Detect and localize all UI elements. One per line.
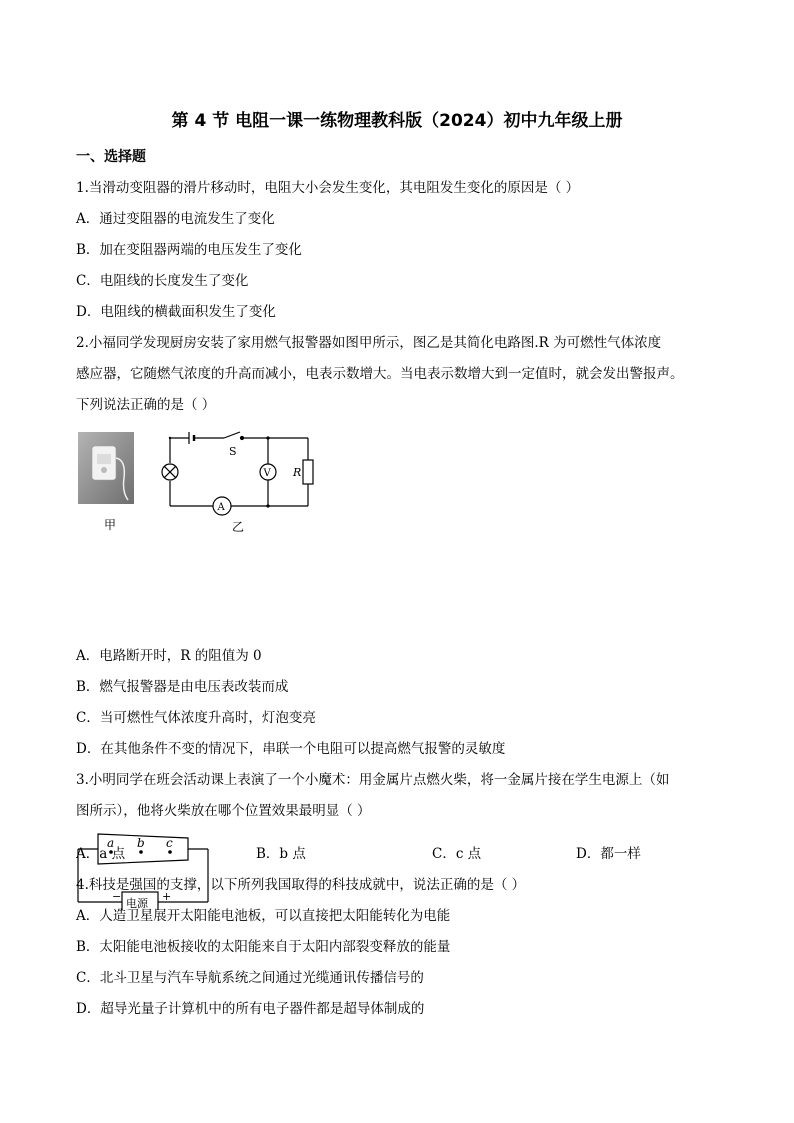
q2-stem-line-3: 下列说法正确的是（ ） <box>76 397 216 413</box>
q1-option-d: D．电阻线的横截面积发生了变化 <box>76 304 276 320</box>
q3-option-a: A．a 点 <box>76 846 126 862</box>
point-a-label: a <box>107 836 115 850</box>
figure-yi-caption: 乙 <box>232 520 245 534</box>
q3-stem-line-2: 图所示），他将火柴放在哪个位置效果最明显（ ） <box>76 803 371 819</box>
resistor-label: R <box>293 466 302 479</box>
q1-option-a: A．通过变阻器的电流发生了变化 <box>76 211 275 227</box>
q1-stem: 1.当滑动变阻器的滑片移动时，电阻大小会发生变化，其电阻发生变化的原因是（ ） <box>76 180 580 196</box>
q3-option-d: D．都一样 <box>576 846 641 862</box>
switch-label: S <box>229 445 237 458</box>
q1-option-b: B．加在变阻器两端的电压发生了变化 <box>76 242 302 258</box>
gas-alarm-photo <box>78 432 134 504</box>
voltmeter-label: V <box>263 468 271 479</box>
gas-alarm-circuit-diagram <box>160 428 320 518</box>
ammeter-label: A <box>217 502 225 513</box>
figure-jia-caption: 甲 <box>104 518 117 532</box>
q3-stem-line-1: 3.小明同学在班会活动课上表演了一个小魔术：用金属片点燃火柴，将一金属片接在学生电源上（如 <box>76 772 670 788</box>
q4-option-a: A．人造卫星展开太阳能电池板，可以直接把太阳能转化为电能 <box>76 908 451 924</box>
q4-option-c: C．北斗卫星与汽车导航系统之间通过光缆通讯传播信号的 <box>76 970 424 986</box>
q4-option-b: B．太阳能电池板接收的太阳能来自于太阳内部裂变释放的能量 <box>76 939 451 955</box>
q1-option-c: C．电阻线的长度发生了变化 <box>76 273 249 289</box>
q2-option-d: D．在其他条件不变的情况下，串联一个电阻可以提高燃气报警的灵敏度 <box>76 741 506 757</box>
q2-stem-line-2: 感应器，它随燃气浓度的升高而减小，电表示数增大。当电表示数增大到一定值时，就会发出警报声。 <box>76 366 684 382</box>
point-b-label: b <box>137 836 145 850</box>
q3-option-c: C．c 点 <box>432 846 482 862</box>
page-title: 第 4 节 电阻一课一练物理教科版（2024）初中九年级上册 <box>171 111 623 131</box>
q2-option-c: C．当可燃性气体浓度升高时，灯泡变亮 <box>76 710 316 726</box>
section-heading: 一、选择题 <box>76 149 146 165</box>
plus-terminal-label: + <box>162 890 172 903</box>
minus-terminal-label: − <box>112 890 122 903</box>
power-supply-label: 电源 <box>126 897 148 910</box>
point-c-label: c <box>166 836 173 850</box>
q2-option-a: A．电路断开时，R 的阻值为 0 <box>76 648 262 664</box>
q3-option-b: B．b 点 <box>256 846 306 862</box>
q4-option-d: D．超导光量子计算机中的所有电子器件都是超导体制成的 <box>76 1001 425 1017</box>
q2-stem-line-1: 2.小福同学发现厨房安装了家用燃气报警器如图甲所示，图乙是其简化电路图.R 为可燃性气体浓度 <box>76 335 662 351</box>
q2-option-b: B．燃气报警器是由电压表改装而成 <box>76 679 289 695</box>
q4-stem: 4.科技是强国的支撑，以下所列我国取得的科技成就中，说法正确的是（ ） <box>76 877 526 893</box>
